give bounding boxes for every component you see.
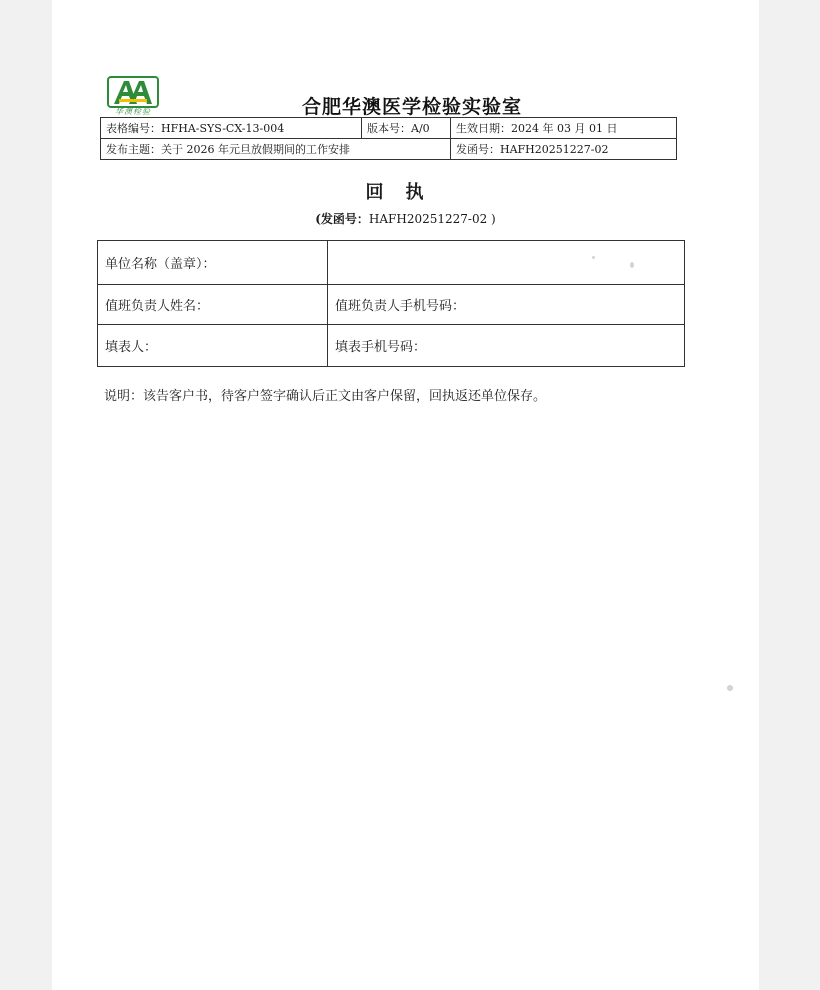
unit-name-label: 单位名称（盖章）： [98, 241, 328, 285]
form-number: 表格编号：HFHA-SYS-CX-13-004 [101, 118, 362, 139]
letter-number: 发函号：HAFH20251227-02 [451, 139, 677, 160]
scan-speck [592, 256, 595, 259]
duty-person-name-field[interactable]: 值班负责人姓名： [98, 285, 328, 325]
letter-ref-label: (发函号： [315, 212, 369, 226]
document-title: 回执 [365, 182, 446, 203]
publish-subject: 发布主题：关于 2026 年元旦放假期间的工作安排 [101, 139, 451, 160]
duty-person-phone-field[interactable]: 值班负责人手机号码： [328, 285, 685, 325]
form-filler-phone-field[interactable]: 填表手机号码： [328, 325, 685, 367]
explanation-note: 说明：该告客户书，待客户签字确认后正文由客户保留，回执返还单位保存。 [104, 389, 547, 404]
organization-title: 合肥华澳医学检验实验室 [302, 96, 523, 118]
letter-ref-value: HAFH20251227-02 ) [368, 212, 496, 226]
table-row [98, 325, 685, 367]
form-filler-field[interactable]: 填表人： [98, 325, 328, 367]
version-number: 版本号：A/0 [362, 118, 451, 139]
scan-speck [630, 262, 634, 268]
effective-date: 生效日期：2024 年 03 月 01 日 [451, 118, 677, 139]
form-header-table [100, 117, 677, 160]
logo-caption: 华澳检验 [115, 107, 151, 116]
scan-speck [727, 685, 733, 691]
table-row [98, 241, 685, 285]
document-letter-ref [52, 210, 759, 227]
table-row [98, 285, 685, 325]
receipt-form-table [97, 240, 685, 367]
document-page [52, 0, 759, 990]
